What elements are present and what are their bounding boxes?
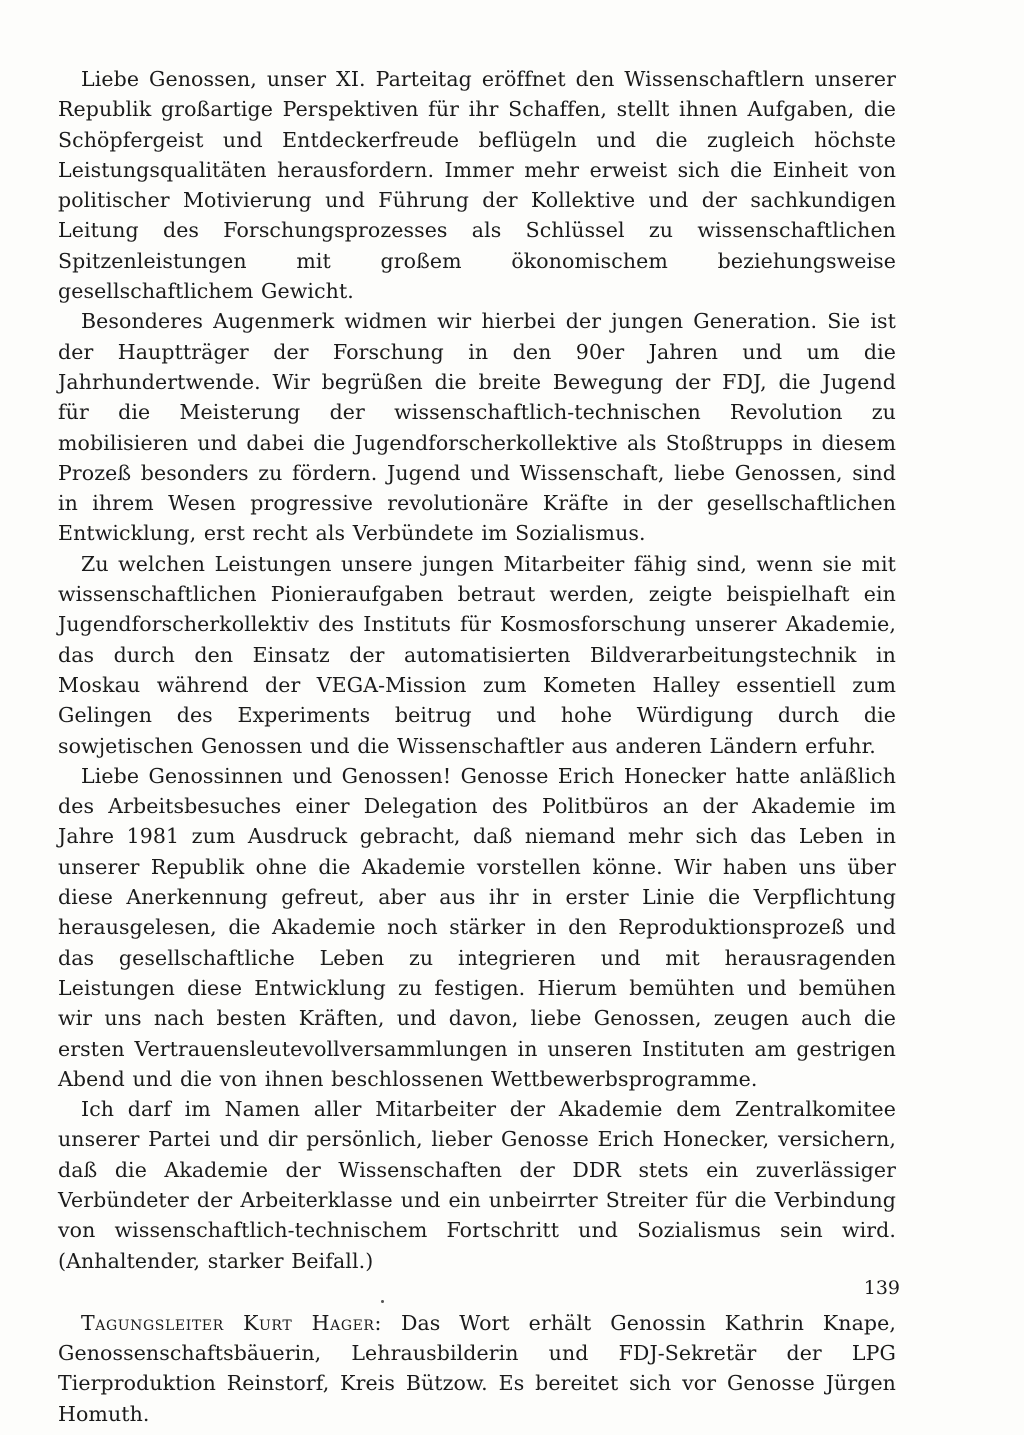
paragraph-5: Ich darf im Namen aller Mitarbeiter der Akademie dem Zentralkomitee unserer Partei und dir persönlich, lieber Genosse Erich Honecker, versichern, daß die Akademie der Wissenschaften der DDR stets ein zuverlässiger Verbündeter der Arbeiterklasse und ein unbeirrter Streiter für die Verbindung von wissenschaftlich-technischem Fortschritt und Sozialismus sein wird. (Anhaltender, starker Beifall.) — [58, 1097, 896, 1273]
paragraph-4: Liebe Genossinnen und Genossen! Genosse Erich Honecker hatte anläßlich des Arbeitsbesuches einer Delegation des Politbüros an der Akademie im Jahre 1981 zum Ausdruck gebracht, daß niemand mehr sich das Leben in unserer Republik ohne die Akademie vorstellen könne. Wir haben uns über diese Anerkennung gefreut, aber aus ihr in erster Linie die Verpflichtung herausgelesen, die Akademie noch stärker in den Reproduktionsprozeß und das gesellschaftliche Leben zu integrieren und mit herausragenden Leistungen diese Entwicklung zu festigen. Hierum bemühten und bemühen wir uns nach besten Kräften, und davon, liebe Genossen, zeugen auch die ersten Vertrauensleutevollversammlungen in unseren Instituten am gestrigen Abend und die von ihnen beschlossenen Wettbewerbsprogramme. — [58, 763, 896, 1091]
chair-announcement — [58, 1308, 896, 1429]
print-speck — [381, 1300, 384, 1303]
paragraph-2: Besonderes Augenmerk widmen wir hierbei der jungen Generation. Sie ist der Hauptträger der Forschung in den 90er Jahren und um die Jahrhundertwende. Wir begrüßen die breite Bewegung der FDJ, die Jugend für die Meisterung der wissenschaftlich-technischen Revolution zu mobilisieren und dabei die Jugendforscherkollektive als Stoßtrupps in diesem Prozeß besonders zu fördern. Jugend und Wissenschaft, liebe Genossen, sind in ihrem Wesen progressive revolutionäre Kräfte in der gesellschaftlichen Entwicklung, erst recht als Verbündete im Sozialismus. — [58, 309, 896, 546]
paragraph-1: Liebe Genossen, unser XI. Parteitag eröffnet den Wissenschaftlern unserer Republik großartige Perspektiven für ihr Schaffen, stellt ihnen Aufgaben, die Schöpfergeist und Entdeckerfreude beflügeln und die zugleich höchste Leistungsqualitäten herausfordern. Immer mehr erweist sich die Einheit von politischer Motivierung und Führung der Kollektive und der sachkundigen Leitung des Forschungsprozesses als Schlüssel zu wissenschaftlichen Spitzenleistungen mit großem ökonomischem beziehungsweise gesellschaftlichem Gewicht. — [58, 67, 896, 304]
page-number: 139 — [863, 1277, 900, 1299]
speaker-name: Tagungsleiter Kurt Hager: — [81, 1310, 383, 1335]
body-text — [58, 64, 896, 1429]
paragraph-3: Zu welchen Leistungen unsere jungen Mitarbeiter fähig sind, wenn sie mit wissenschaftlichen Pionieraufgaben betraut werden, zeigte beispielhaft ein Jugendforscherkollektiv des Instituts für Kosmosforschung unserer Akademie, das durch den Einsatz der automatisierten Bildverarbeitungstechnik in Moskau während der VEGA-Mission zum Kometen Halley essentiell zum Gelingen des Experiments beitrug und hohe Würdigung durch die sowjetischen Genossen und die Wissenschaftler aus anderen Ländern erfuhr. — [58, 551, 896, 758]
announcement-text: Das Wort erhält Genossin Kathrin Knape, Genossenschaftsbäuerin, Lehrausbilderin und FDJ-Sekretär der LPG Tierproduktion Reinstorf, Kreis Bützow. Es bereitet sich vor Genosse Jürgen Homuth. — [58, 1310, 896, 1426]
